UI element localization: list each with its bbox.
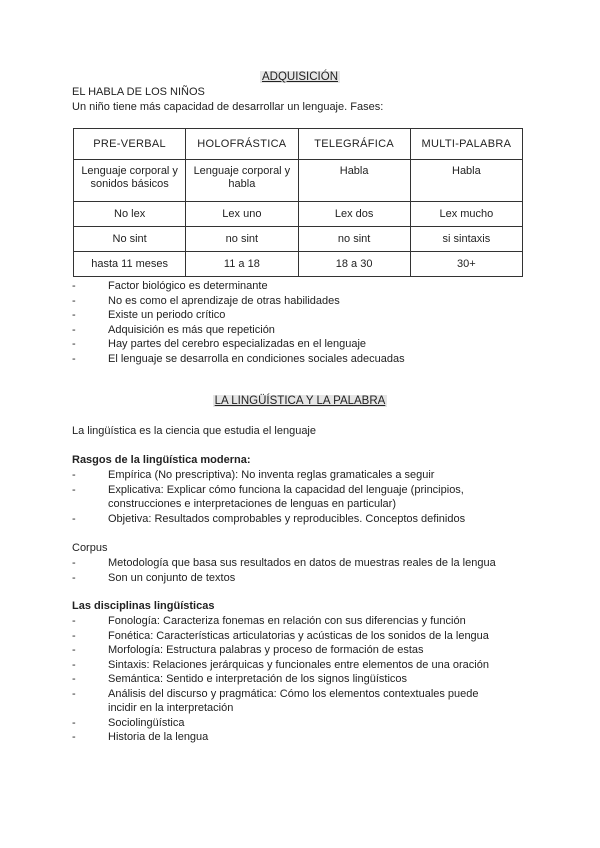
table-cell: Lenguaje corporal y habla (186, 160, 298, 202)
table-cell: 11 a 18 (186, 252, 298, 277)
table-cell: Lex uno (186, 202, 298, 227)
list-item: - Fonética: Características articulatorias y acústicas de los sonidos de la lengua (72, 629, 492, 644)
table-row (74, 202, 523, 227)
list-item: - Objetiva: Resultados comprobables y reproducibles. Conceptos definidos (72, 512, 492, 527)
definition-text: La lingüística es la ciencia que estudia el lenguaje (72, 425, 316, 437)
table-header-row (74, 129, 523, 160)
rasgos-heading: Rasgos de la lingüística moderna: (72, 454, 251, 466)
table-header: PRE-VERBAL (74, 129, 186, 160)
acquisition-bullets (72, 279, 512, 366)
corpus-heading: Corpus (72, 542, 108, 554)
list-item: - Morfología: Estructura palabras y proceso de formación de estas (72, 643, 492, 658)
table-cell: Lex mucho (410, 202, 522, 227)
disciplinas-list (72, 614, 492, 745)
list-item: - Fonología: Caracteriza fonemas en relación con sus diferencias y función (72, 614, 492, 629)
table-row (74, 227, 523, 252)
rasgos-list (72, 468, 492, 526)
list-item: - Son un conjunto de textos (72, 571, 512, 586)
table-cell: Habla (410, 160, 522, 202)
list-item: - Hay partes del cerebro especializadas en el lenguaje (72, 337, 512, 352)
list-item: - Historia de la lengua (72, 730, 492, 745)
list-item: - Semántica: Sentido e interpretación de los signos lingüísticos (72, 672, 492, 687)
table-cell: Lenguaje corporal y sonidos básicos (74, 160, 186, 202)
list-item: - Adquisición es más que repetición (72, 323, 512, 338)
table-header: MULTI-PALABRA (410, 129, 522, 160)
table-cell: si sintaxis (410, 227, 522, 252)
list-item: - Factor biológico es determinante (72, 279, 512, 294)
disciplinas-heading: Las disciplinas lingüísticas (72, 600, 215, 612)
subtitle: EL HABLA DE LOS NIÑOS (72, 86, 205, 98)
intro-text: Un niño tiene más capacidad de desarrollar un lenguaje. Fases: (72, 101, 384, 113)
list-item: - Sociolingüística (72, 716, 492, 731)
list-item: - Existe un periodo crítico (72, 308, 512, 323)
phases-table (73, 128, 523, 277)
table-cell: hasta 11 meses (74, 252, 186, 277)
table-cell: 30+ (410, 252, 522, 277)
table-cell: no sint (186, 227, 298, 252)
table-cell: Habla (298, 160, 410, 202)
list-item: - No es como el aprendizaje de otras habilidades (72, 294, 512, 309)
section-title-linguistica: LA LINGÜÍSTICA Y LA PALABRA (214, 395, 386, 407)
table-header: TELEGRÁFICA (298, 129, 410, 160)
list-item: - Empírica (No prescriptiva): No inventa reglas gramaticales a seguir (72, 468, 492, 483)
table-row (74, 160, 523, 202)
table-header: HOLOFRÁSTICA (186, 129, 298, 160)
corpus-list (72, 556, 512, 585)
table-cell: 18 a 30 (298, 252, 410, 277)
table-cell: Lex dos (298, 202, 410, 227)
list-item: - Explicativa: Explicar cómo funciona la capacidad del lenguaje (principios, construcciones e interpretaciones de lenguas en particular) (72, 483, 492, 512)
list-item: - El lenguaje se desarrolla en condiciones sociales adecuadas (72, 352, 512, 367)
list-item: - Análisis del discurso y pragmática: Cómo los elementos contextuales puede incidir en la interpretación (72, 687, 492, 716)
section-title-adquisicion: ADQUISICIÓN (261, 71, 339, 83)
list-item: - Metodología que basa sus resultados en datos de muestras reales de la lengua (72, 556, 512, 571)
table-cell: No sint (74, 227, 186, 252)
table-cell: No lex (74, 202, 186, 227)
table-cell: no sint (298, 227, 410, 252)
table-row (74, 252, 523, 277)
list-item: - Sintaxis: Relaciones jerárquicas y funcionales entre elementos de una oración (72, 658, 492, 673)
